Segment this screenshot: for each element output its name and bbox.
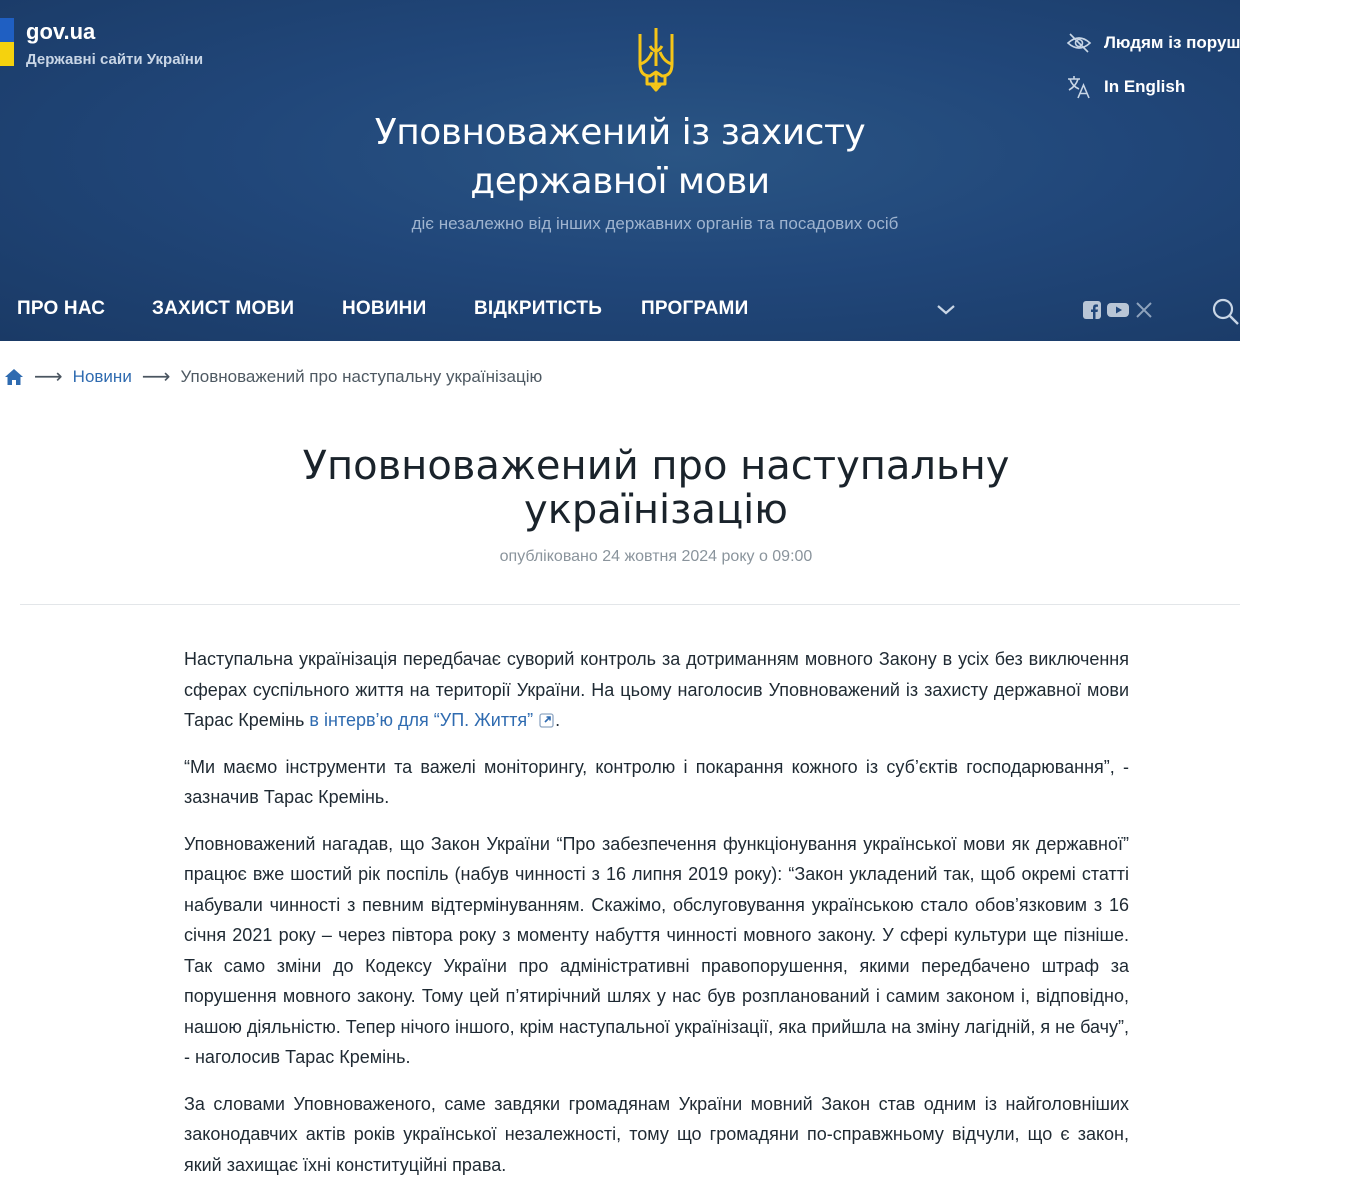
article-paragraph: “Ми маємо інструменти та важелі моніторингу, контролю і покарання кожного із суб’єктів господарювання”, - зазначив Тарас Кремінь.: [184, 756, 1129, 807]
article-title: [0, 444, 1312, 532]
article-title-line2: українізацію: [524, 487, 788, 533]
translate-icon: [1066, 74, 1092, 100]
nav-item-programs[interactable]: ПРОГРАМИ: [641, 298, 749, 319]
interview-link[interactable]: в інтерв’ю для “УП. Життя”: [309, 710, 534, 730]
divider: [20, 604, 1240, 605]
top-links: [1066, 28, 1346, 116]
accessibility-link[interactable]: [1066, 28, 1346, 58]
site-title-line2: державної мови: [470, 161, 770, 202]
english-link[interactable]: [1066, 72, 1346, 102]
chevron-down-icon[interactable]: [934, 300, 958, 320]
english-link-label: In English: [1104, 77, 1186, 96]
main-nav: [0, 292, 1240, 328]
govua-title: gov.ua: [26, 19, 96, 44]
home-icon[interactable]: [4, 367, 24, 387]
accessibility-link-label: Людям із порушеннями зору: [1104, 33, 1346, 52]
article-body: [184, 644, 1129, 1196]
facebook-icon[interactable]: [1082, 300, 1102, 320]
nav-item-news[interactable]: НОВИНИ: [342, 298, 427, 319]
nav-item-about[interactable]: ПРО НАС: [17, 298, 106, 319]
govua-logo[interactable]: [0, 18, 203, 70]
breadcrumb-arrow-icon: ⟶: [141, 366, 171, 388]
site-subtitle: діє незалежно від інших державних органів та посадових осіб: [411, 214, 899, 233]
eye-icon: [1066, 30, 1092, 56]
external-link-icon[interactable]: [539, 712, 555, 728]
breadcrumb: [4, 364, 542, 389]
nav-item-openness[interactable]: ВІДКРИТІСТЬ: [474, 298, 603, 319]
breadcrumb-current: Уповноважений про наступальну українізацію: [180, 366, 543, 386]
breadcrumb-news-link[interactable]: Новини: [72, 366, 132, 386]
x-icon[interactable]: [1135, 300, 1153, 320]
site-title-line1: Уповноважений із захисту: [374, 112, 866, 153]
youtube-icon[interactable]: [1106, 300, 1130, 320]
article-paragraph: За словами Уповноваженого, саме завдяки громадянам України мовний Закон став одним із найголовніших законодавчих актів років української незалежності, тому що громадяни по-справжньому відчули, що є закон, який захищає їхні конституційні права.: [184, 1093, 1129, 1175]
article-paragraph: Наступальна українізація передбачає суворий контроль за дотриманням мовного Закону в усіх без виключення сферах суспільного життя на території України. На цьому наголосив Уповноважений із захисту державної мови Тарас Кремінь в інтерв’ю для “УП. Життя” .: [184, 649, 1129, 730]
search-icon[interactable]: [1210, 296, 1240, 326]
ukraine-flag-icon: [0, 18, 14, 66]
published-date: опубліковано 24 жовтня 2024 року о 09:00: [499, 548, 813, 565]
site-title: [0, 108, 1240, 206]
article-title-line1: Уповноважений про наступальну: [302, 443, 1010, 489]
site-header: [0, 0, 1346, 341]
breadcrumb-arrow-icon: ⟶: [34, 366, 63, 388]
article-paragraph: Уповноважений нагадав, що Закон України “Про забезпечення функціонування української мови як державної” працює вже шостий рік поспіль (набув чинності з 16 липня 2019 року): “Закон укладений так, щоб окремі статті набували чинності з певним відтермінуванням. Скажімо, обслуговування українською стало обов’язковим з 16 січня 2021 року – через півтора року з моменту набуття чинності мовного закону. У сфері культури ще пізніше. Так само зміни до Кодексу України про адміністративні правопорушення, якими передбачено штраф за порушення мовного закону. Тому цей п’ятирічний шлях у нас був розпланований і самим законом і, відповідно, нашою діяльністю. Тепер нічого іншого, крім наступальної українізації, яка прийшла на зміну лагідній, я не бачу”, - наголосив Тарас Кремінь.: [184, 833, 1129, 1067]
nav-item-language-protection[interactable]: ЗАХИСТ МОВИ: [152, 298, 295, 319]
govua-subtitle: Державні сайти України: [26, 51, 204, 68]
trident-icon[interactable]: [634, 26, 678, 92]
